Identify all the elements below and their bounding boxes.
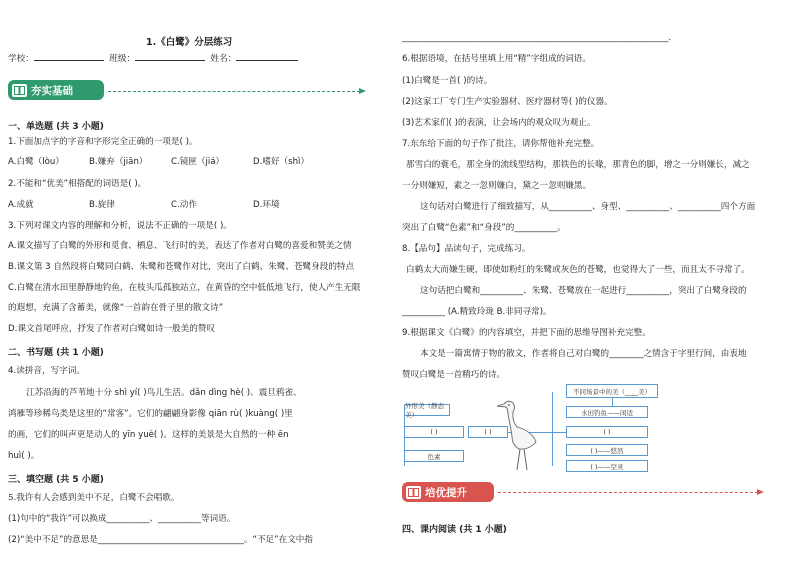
question: 8.【品句】品读句子，完成练习。 bbox=[402, 244, 531, 254]
pinyin-line: 的画，它们的叫声更是动人的 yīn yuè( )。这样的美景是大自然的一种 ēn bbox=[8, 430, 289, 440]
class-label: 班级： bbox=[109, 54, 136, 64]
diagram-blank-box[interactable]: ( ) bbox=[404, 426, 464, 438]
pinyin-line: 江苏沿海的芦苇地十分 shì yí( )鸟儿生活。dǎn dìng hè( )、震旦鸦雀、 bbox=[26, 388, 302, 398]
question: 4.读拼音，写字词。 bbox=[8, 366, 85, 376]
banner-label: 夯实基础 bbox=[31, 84, 73, 97]
pinyin-line: 鸿雁等珍稀鸟类是这里的“常客”。它们的翩翩身影像 qiān rù( )kuàng( )里 bbox=[8, 409, 293, 419]
diagram-box: 色素 bbox=[404, 450, 464, 462]
question: 5.我许有人会感到美中不足，白鹭不会唱歌。 bbox=[8, 493, 180, 503]
mind-map bbox=[402, 382, 692, 472]
diagram-connector bbox=[612, 398, 613, 406]
banner-label: 培优提升 bbox=[425, 486, 467, 499]
sub-question: (3)艺术家们( )的表演，让会场内的观众叹为观止。 bbox=[402, 118, 596, 128]
section-banner-advanced bbox=[402, 482, 494, 502]
diagram-blank-box[interactable]: ( ) bbox=[566, 426, 648, 438]
pinyin-line: huì( )。 bbox=[8, 451, 40, 461]
option[interactable]: D.课文首尾呼应，抒发了作者对白鹭如诗一般美的赞叹 bbox=[8, 324, 216, 334]
option[interactable]: D.嗜好（shì） bbox=[253, 157, 310, 167]
school-field[interactable] bbox=[34, 52, 104, 61]
diagram-blank-box[interactable]: ( )——悠然 bbox=[566, 444, 648, 456]
sub-question: (1)句中的“我许”可以换成__________、__________等词语。 bbox=[8, 514, 236, 524]
name-field[interactable] bbox=[236, 52, 298, 61]
sub-question: (2)“美中不足”的意思是__________________________________。“不足”在文中指 bbox=[8, 535, 313, 545]
diagram-box: 水田钓鱼——闲适 bbox=[566, 406, 648, 418]
option[interactable]: D.环境 bbox=[253, 200, 280, 210]
banner-dash-line bbox=[498, 492, 758, 493]
banner-dash-line bbox=[108, 91, 360, 92]
quoted-passage: 那雪白的蓑毛，那全身的流线型结构，那铁色的长喙，那青色的脚，增之一分则嫌长，减之 bbox=[406, 160, 750, 170]
diagram-blank-box[interactable]: ( )——空灵 bbox=[566, 460, 648, 472]
section-heading: 二、书写题 (共 1 小题) bbox=[8, 348, 104, 358]
diagram-right-title: 不同场景中的美（____美） bbox=[566, 384, 658, 398]
info-line bbox=[8, 52, 298, 65]
school-label: 学校： bbox=[8, 54, 34, 64]
option[interactable]: C.白鹭在清水田里静静地钓鱼，在枝头瓜孤独站立，在黄昏的空中低低地飞行，使人产生无限 bbox=[8, 283, 361, 293]
diagram-connector bbox=[552, 392, 553, 466]
banner-arrow-icon bbox=[359, 88, 366, 94]
option-continuation: 的遐想，充满了含蓄美，就像“一首韵在骨子里的散文诗” bbox=[8, 303, 224, 313]
option[interactable]: B.课文第 3 自然段将白鹭同白鹤、朱鹭和苍鹭作对比，突出了白鹤、朱鹭、苍鹭身段的特点 bbox=[8, 262, 355, 272]
question: 2.不能和“优美”相搭配的词语是( )。 bbox=[8, 179, 147, 189]
fill-line: 赞叹白鹭是一首精巧的诗。 bbox=[402, 370, 506, 380]
question: 9.根据课文《白鹭》的内容填空，并把下面的思维导图补充完整。 bbox=[402, 328, 651, 338]
option[interactable]: A.课文描写了白鹭的外形和觅食、栖息、飞行时的美，表达了作者对白鹭的喜爱和赞美之情 bbox=[8, 241, 352, 251]
section-heading: 四、课内阅读 (共 1 小题) bbox=[402, 525, 507, 535]
fill-line: 本文是一篇寓情于物的散文，作者将自己对白鹭的________之情含于字里行间，由衷地 bbox=[420, 349, 747, 359]
page-title: 1.《白鹭》分层练习 bbox=[146, 37, 233, 48]
option[interactable]: B.嫌弃（jiān） bbox=[89, 157, 148, 167]
fill-line: 这句话对白鹭进行了细致描写，从__________、身型、__________、__________四个方面 bbox=[420, 202, 756, 212]
question: 7.东东给下面的句子作了批注，请你帮他补充完整。 bbox=[402, 139, 600, 149]
fill-line: 突出了白鹭“色素”和“身段”的__________。 bbox=[402, 223, 566, 233]
class-field[interactable] bbox=[135, 52, 205, 61]
book-icon bbox=[406, 486, 421, 499]
banner-arrow-icon bbox=[757, 489, 764, 495]
question: 6.根据语境，在括号里填上用“精”字组成的词语。 bbox=[402, 54, 591, 64]
question: 1.下面加点字的字音和字形完全正确的一项是( )。 bbox=[8, 137, 198, 147]
question: 3.下列对课文内容的理解和分析，说法不正确的一项是( )。 bbox=[8, 221, 232, 231]
diagram-left-title: 外形美（静态美） bbox=[404, 404, 450, 416]
sub-question: (1)白鹭是一首( )的诗。 bbox=[402, 76, 493, 86]
quoted-passage: 一分则嫌短，素之一忽则嫌白，黛之一忽则嫌黑。 bbox=[402, 181, 592, 191]
diagram-blank-box[interactable]: ( ) bbox=[468, 426, 508, 438]
section-heading: 三、填空题 (共 5 小题) bbox=[8, 475, 104, 485]
answer-line[interactable]: ______________________________________________________________. bbox=[402, 33, 672, 43]
sub-question: (2)这家工厂专门生产实验器材、医疗器材等( )的仪器。 bbox=[402, 97, 613, 107]
option[interactable]: B.旋律 bbox=[89, 200, 115, 210]
option[interactable]: A.成就 bbox=[8, 200, 34, 210]
section-heading: 一、单选题 (共 3 小题) bbox=[8, 122, 104, 132]
fill-line: __________ (A.精致玲珑 B.非同寻常)。 bbox=[402, 307, 552, 317]
book-icon bbox=[12, 84, 27, 97]
name-label: 姓名： bbox=[210, 54, 237, 64]
fill-line: 这句话把白鹭和__________、朱鹭、苍鹭放在一起进行__________，突出了白鹭身段的 bbox=[420, 286, 747, 296]
option[interactable]: C.动作 bbox=[171, 200, 197, 210]
option[interactable]: A.白鹭（lòu） bbox=[8, 157, 64, 167]
section-banner-basic bbox=[8, 80, 104, 100]
option[interactable]: C.镜匣（jiá） bbox=[171, 157, 225, 167]
quoted-passage: 白鹤太大而嫌生硬，即使如粉红的朱鹭或灰色的苍鹭，也觉得大了一些，而且太不寻常了。 bbox=[406, 265, 750, 275]
egret-icon bbox=[486, 396, 546, 472]
